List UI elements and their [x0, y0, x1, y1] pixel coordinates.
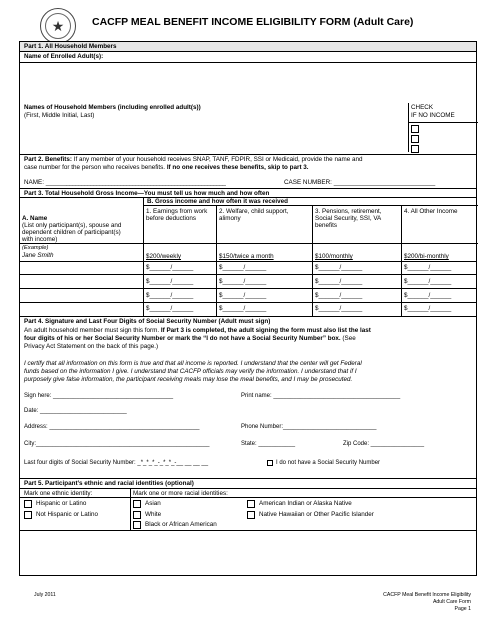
income-cell[interactable]: $______/______: [219, 292, 267, 299]
pacific-islander-label: Native Hawaiian or Other Pacific Islander: [259, 511, 374, 518]
example-other: $200/bi-monthly: [404, 253, 449, 260]
part5-heading: Part 5. Participant’s ethnic and racial identities (optional): [24, 480, 194, 487]
footer-form-type: Adult Care Form: [432, 599, 471, 605]
part4-instructions-l2: four digits of his or her Social Security Number or mark the “I do not have a Social Security Number” box. (See: [24, 335, 356, 342]
example-name: Jane Smith: [22, 252, 54, 259]
col-a-line3: with income): [22, 236, 58, 243]
part2-heading: Part 2. Benefits:: [24, 156, 72, 163]
sign-here-field[interactable]: Sign here: ____________________________________: [24, 393, 174, 399]
black-label: Black or African American: [145, 521, 217, 528]
footer-date: July 2011: [34, 592, 56, 598]
hispanic-label: Hispanic or Latino: [36, 500, 87, 507]
asian-label: Asian: [145, 500, 161, 507]
no-ssn-checkbox[interactable]: [267, 460, 273, 466]
asian-checkbox[interactable]: [133, 500, 141, 508]
check-label: CHECK: [411, 104, 434, 111]
income-cell[interactable]: $______/______: [404, 264, 452, 271]
income-cell[interactable]: $______/______: [315, 278, 363, 285]
part1-heading: Part 1. All Household Members: [24, 43, 117, 50]
form-frame: [19, 41, 477, 576]
print-name-field[interactable]: Print name: ______________________________________: [241, 393, 401, 399]
ssn-field[interactable]: Last four digits of Social Security Number: _*_*_*_-_*_*_-__ __ __ __: [24, 460, 209, 466]
no-income-checkbox-3[interactable]: [411, 145, 419, 153]
col3-header-l1: 3. Pensions, retirement,: [315, 208, 382, 215]
col-a-line2: dependent children of participant(s): [22, 229, 121, 236]
american-indian-label: American Indian or Alaska Native: [259, 500, 352, 507]
no-income-label: IF NO INCOME: [411, 112, 455, 119]
no-ssn-label: I do not have a Social Security Number: [276, 460, 381, 466]
star-icon: ★: [45, 13, 71, 39]
example-label: (Example): [22, 245, 49, 251]
pacific-islander-checkbox[interactable]: [247, 511, 255, 519]
col1-header-l1: 1. Earnings from work: [146, 208, 208, 215]
example-pensions: $100/monthly: [315, 253, 353, 260]
income-cell[interactable]: $______/______: [219, 278, 267, 285]
not-hispanic-checkbox[interactable]: [24, 511, 32, 519]
income-cell[interactable]: $______/______: [146, 278, 194, 285]
col3-header-l2: Social Security, SSI, VA: [315, 215, 382, 222]
white-label: White: [145, 511, 162, 518]
income-cell[interactable]: $______/______: [404, 292, 452, 299]
certification-l1: I certify that all information on this form is true and that all income is reported. I understand that the center will get Federal: [24, 360, 362, 367]
state-seal-logo: [40, 8, 76, 44]
income-cell[interactable]: $______/______: [219, 305, 267, 312]
racial-identity-label: Mark one or more racial identities:: [133, 490, 228, 497]
phone-number-field[interactable]: Phone Number:____________________________: [241, 424, 377, 430]
income-cell[interactable]: $______/______: [146, 264, 194, 271]
col3-header-l3: benefits: [315, 222, 338, 229]
no-income-checkbox-2[interactable]: [411, 135, 419, 143]
part3-heading: Part 3. Total Household Gross Income—You must tell us how much and how often: [24, 190, 270, 197]
part4-heading: Part 4. Signature and Last Four Digits of Social Security Number (Adult must sign): [24, 318, 271, 325]
part2-text: Part 2. Benefits: If any member of your household receives SNAP, TANF, FDPIR, SSI or Medicaid, provide the name and: [24, 156, 363, 163]
income-cell[interactable]: $______/______: [404, 305, 452, 312]
part2-text-line2: case number for the person who receives benefits. If no one receives these benefits, skip to part 3.: [24, 164, 309, 171]
address-field[interactable]: Address: _____________________________________________: [24, 424, 200, 430]
case-number-field[interactable]: CASE NUMBER: _____________________________: [284, 179, 436, 186]
date-field[interactable]: Date: __________________________: [24, 408, 127, 414]
income-cell[interactable]: $______/______: [219, 264, 267, 271]
not-hispanic-label: Not Hispanic or Latino: [36, 511, 98, 518]
income-cell[interactable]: $______/______: [315, 264, 363, 271]
income-cell[interactable]: $______/______: [315, 305, 363, 312]
enrolled-adult-label: Name of Enrolled Adult(s):: [24, 53, 104, 60]
black-checkbox[interactable]: [133, 521, 141, 529]
city-field[interactable]: City:____________________________________________________: [24, 441, 210, 447]
col4-header: 4. All Other Income: [404, 208, 458, 215]
col2-header-l1: 2. Welfare, child support,: [219, 208, 289, 215]
form-title: CACFP MEAL BENEFIT INCOME ELIGIBILITY FORM (Adult Care): [92, 16, 414, 28]
col2-header-l2: alimony: [219, 215, 241, 222]
benefits-name-field[interactable]: NAME: ___________________________________________________________: [24, 179, 226, 186]
white-checkbox[interactable]: [133, 511, 141, 519]
american-indian-checkbox[interactable]: [247, 500, 255, 508]
example-earnings: $200/weekly: [146, 253, 182, 260]
col-a-title: A. Name: [22, 215, 48, 222]
income-cell[interactable]: $______/______: [315, 292, 363, 299]
part4-instructions-l3: Privacy Act Statement on the back of this page.): [24, 343, 159, 350]
income-cell[interactable]: $______/______: [404, 278, 452, 285]
certification-l2: funds based on the information I give. I understand that CACFP officials may verify the information. I understand that if I: [24, 368, 357, 375]
certification-l3: purposely give false information, the participant receiving meals may lose the meal benefits, and I may be prosecuted.: [24, 376, 353, 383]
hispanic-checkbox[interactable]: [24, 500, 32, 508]
income-cell[interactable]: $______/______: [146, 292, 194, 299]
household-members-sublabel: (First, Middle Initial, Last): [24, 112, 95, 119]
gross-income-header: B. Gross income and how often it was received: [147, 198, 289, 205]
footer-form-name: CACFP Meal Benefit Income Eligibility: [383, 592, 471, 598]
state-field[interactable]: State: ___________: [241, 441, 296, 447]
household-members-label: Names of Household Members (including enrolled adult(s)): [24, 104, 201, 111]
no-income-checkbox-1[interactable]: [411, 125, 419, 133]
ethnic-identity-label: Mark one ethnic identity:: [24, 490, 93, 497]
col1-header-l2: before deductions: [146, 215, 197, 222]
zip-code-field[interactable]: Zip Code: ________________: [343, 441, 425, 447]
part4-instructions-l1: An adult household member must sign this form. If Part 3 is completed, the adult signing the form must also list the last: [24, 327, 371, 334]
example-welfare: $150/twice a month: [219, 253, 274, 260]
col-a-line1: (List only participant(s), spouse and: [22, 222, 122, 229]
footer-page-number: Page 1: [454, 606, 471, 612]
income-cell[interactable]: $______/______: [146, 305, 194, 312]
